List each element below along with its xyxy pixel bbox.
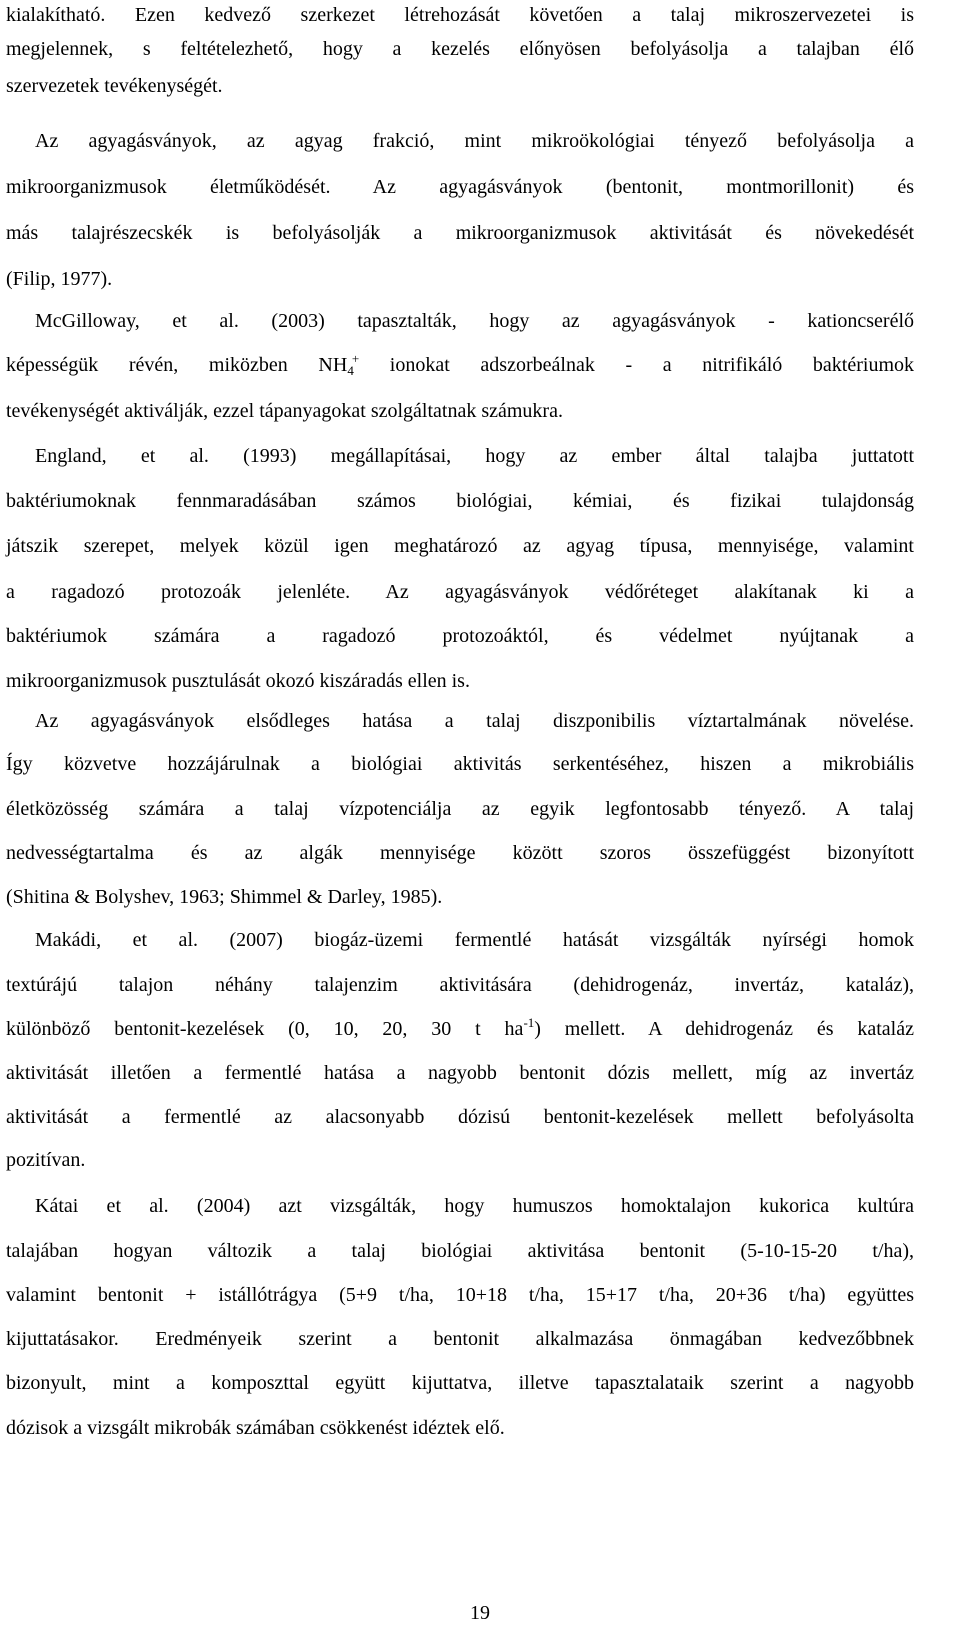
text-line <box>6 441 914 471</box>
superscript: + <box>351 351 360 366</box>
line-text: Makádi, et al. (2007) biogáz-üzemi fermentlé hatását vizsgálták nyírségi homok <box>35 929 914 951</box>
text-line <box>6 1236 914 1266</box>
text-line <box>6 577 914 607</box>
line-text: baktériumoknak fennmaradásában számos biológiai, kémiai, és fizikai tulajdonság <box>6 490 914 512</box>
line-text: McGilloway, et al. (2003) tapasztalták, hogy az agyagásványok - kationcserélő <box>35 310 914 332</box>
text-line <box>6 1014 914 1044</box>
text-line <box>6 306 914 336</box>
text-line <box>6 1324 914 1354</box>
superscript: -1 <box>523 1015 535 1030</box>
line-text: más talajrészecskék is befolyásolják a mikroorganizmusok aktivitását és növekedését <box>6 222 914 244</box>
line-text: kialakítható. Ezen kedvező szerkezet létrehozását követően a talaj mikroszervezetei is <box>6 4 914 26</box>
subscript: 4 <box>347 363 354 378</box>
line-text: mikroorganizmusok életműködését. Az agyagásványok (bentonit, montmorillonit) és <box>6 176 914 198</box>
line-text: pozitívan. <box>6 1149 86 1171</box>
line-text: a ragadozó protozoák jelenléte. Az agyagásványok védőréteget alakítanak ki a <box>6 581 914 603</box>
line-text: textúrájú talajon néhány talajenzim aktivitására (dehidrogenáz, invertáz, kataláz), <box>6 974 914 996</box>
line-text: baktériumok számára a ragadozó protozoáktól, és védelmet nyújtanak a <box>6 625 914 647</box>
line-text: Az agyagásványok, az agyag frakció, mint mikroökológiai tényező befolyásolja a <box>35 130 914 152</box>
line-text: bizonyult, mint a komposzttal együtt kijuttatva, illetve tapasztalataik szerint a nagyobb <box>6 1372 914 1394</box>
text-line <box>6 0 914 30</box>
line-text: képességük révén, miközben NH <box>6 354 348 376</box>
text-line <box>6 350 914 380</box>
text-line <box>6 794 914 824</box>
text-line <box>6 264 914 294</box>
text-line <box>6 838 914 868</box>
line-text: Kátai et al. (2004) azt vizsgálták, hogy humuszos homoktalajon kukorica kultúra <box>35 1195 914 1217</box>
text-line <box>6 218 914 248</box>
line-text: megjelennek, s feltételezhető, hogy a kezelés előnyösen befolyásolja a talajban élő <box>6 38 914 60</box>
line-text: életközösség számára a talaj vízpotenciálja az egyik legfontosabb tényező. A talaj <box>6 798 914 820</box>
line-text: Így közvetve hozzájárulnak a biológiai aktivitás serkentéséhez, hiszen a mikrobiális <box>6 753 914 775</box>
line-text: valamint bentonit + istállótrágya (5+9 t/ha, 10+18 t/ha, 15+17 t/ha, 20+36 t/ha) együttes <box>6 1284 914 1306</box>
text-line <box>6 486 914 516</box>
text-line <box>6 925 914 955</box>
line-text: England, et al. (1993) megállapításai, hogy az ember által talajba juttatott <box>35 445 914 467</box>
line-text: kijuttatásakor. Eredményeik szerint a bentonit alkalmazása önmagában kedvezőbbnek <box>6 1328 914 1350</box>
text-line <box>6 172 914 202</box>
text-line <box>6 666 914 696</box>
text-line <box>6 621 914 651</box>
text-line <box>6 1102 914 1132</box>
line-text: ) mellett. A dehidrogenáz és kataláz <box>534 1018 914 1040</box>
line-text: mikroorganizmusok pusztulását okozó kiszáradás ellen is. <box>6 670 470 692</box>
text-line <box>6 1058 914 1088</box>
line-text: nedvességtartalma és az algák mennyisége között szoros összefüggést bizonyított <box>6 842 914 864</box>
line-text: (Shitina & Bolyshev, 1963; Shimmel & Darley, 1985). <box>6 886 443 908</box>
text-line <box>6 531 914 561</box>
text-line <box>6 1191 914 1221</box>
line-text: játszik szerepet, melyek közül igen meghatározó az agyag típusa, mennyisége, valamint <box>6 535 914 557</box>
text-line <box>6 34 914 64</box>
text-line <box>6 1280 914 1310</box>
line-text: ionokat adszorbeálnak - a nitrifikáló baktériumok <box>359 354 914 376</box>
text-line <box>6 396 914 426</box>
text-line <box>6 882 914 912</box>
line-text: Az agyagásványok elsődleges hatása a talaj diszponibilis víztartalmának növelése. <box>35 710 914 732</box>
line-text: talajában hogyan változik a talaj biológiai aktivitása bentonit (5-10-15-20 t/ha), <box>6 1240 914 1262</box>
text-line <box>6 71 914 101</box>
line-text: dózisok a vizsgált mikrobák számában csökkenést idéztek elő. <box>6 1417 505 1439</box>
text-line <box>6 1145 914 1175</box>
text-line <box>6 1368 914 1398</box>
text-line <box>6 970 914 1000</box>
text-line <box>6 749 914 779</box>
page-number: 19 <box>470 1602 490 1624</box>
line-text: aktivitását a fermentlé az alacsonyabb dózisú bentonit-kezelések mellett befolyásolta <box>6 1106 914 1128</box>
text-line <box>6 1413 914 1443</box>
line-text: szervezetek tevékenységét. <box>6 75 223 97</box>
line-text: aktivitását illetően a fermentlé hatása a nagyobb bentonit dózis mellett, míg az invertáz <box>6 1062 914 1084</box>
line-text: (Filip, 1977). <box>6 268 113 290</box>
text-line <box>6 126 914 156</box>
line-text: különböző bentonit-kezelések (0, 10, 20, 30 t ha <box>6 1018 524 1040</box>
line-text: tevékenységét aktiválják, ezzel tápanyagokat szolgáltatnak számukra. <box>6 400 563 422</box>
text-line <box>6 706 914 736</box>
